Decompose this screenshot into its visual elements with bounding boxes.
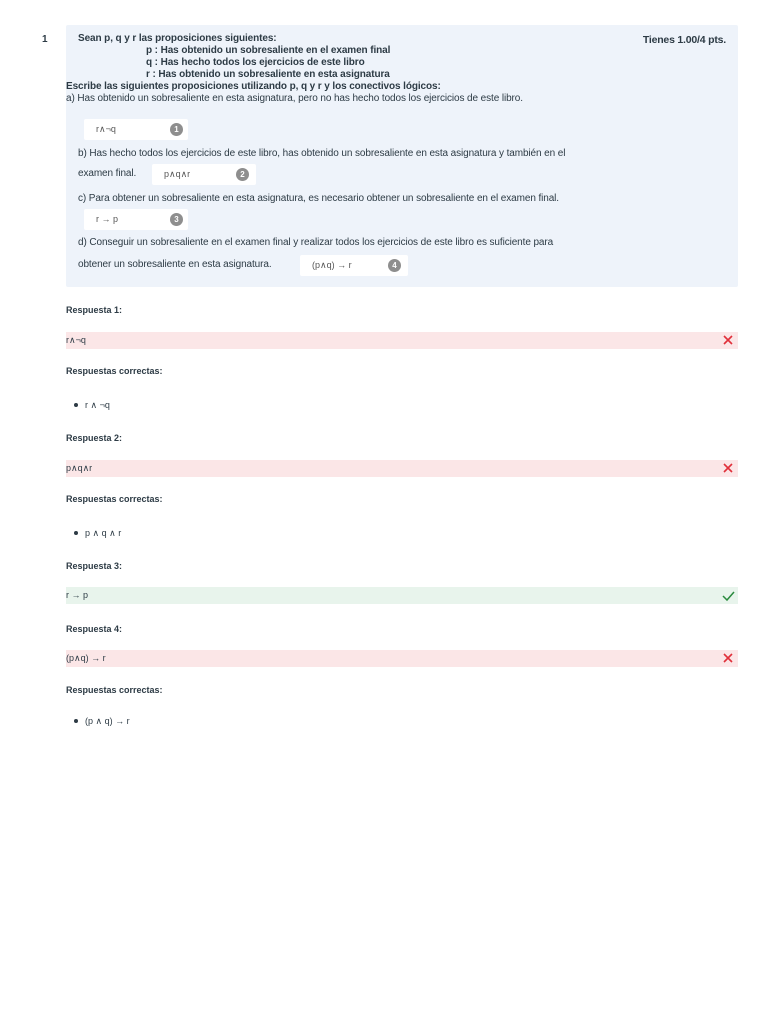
question-box — [66, 25, 738, 287]
result-label-2: Respuesta 2: — [66, 433, 123, 443]
correct-answers-label-4: Respuestas correctas: — [66, 685, 163, 695]
answer-field-1[interactable] — [84, 119, 188, 140]
answer-badge-1: 1 — [170, 123, 183, 136]
result-label-4: Respuesta 4: — [66, 624, 123, 634]
answer-value-3: r → p — [96, 214, 119, 224]
statement-b-line1: b) Has hecho todos los ejercicios de este libro, has obtenido un sobresaliente en esta asignatura y también en el — [78, 148, 566, 159]
answer-field-3[interactable] — [84, 209, 188, 230]
answer-field-4[interactable] — [300, 255, 408, 276]
incorrect-icon — [721, 332, 735, 349]
correct-answers-label-1: Respuestas correctas: — [66, 366, 163, 376]
incorrect-icon — [721, 650, 735, 667]
statement-d-line2: obtener un sobresaliente en esta asignatura. — [78, 259, 272, 270]
correct-answer-2 — [74, 528, 121, 539]
bullet-icon — [74, 531, 78, 535]
result-value-1: r∧¬q — [66, 335, 86, 345]
question-intro: Sean p, q y r las proposiciones siguientes: — [78, 33, 277, 44]
answer-value-2: p∧q∧r — [164, 169, 191, 179]
result-value-2: p∧q∧r — [66, 463, 93, 473]
result-value-4: (p∧q) → r — [66, 653, 106, 663]
statement-c: c) Para obtener un sobresaliente en esta asignatura, es necesario obtener un sobresaliente en el examen final. — [78, 193, 559, 204]
question-number: 1 — [42, 34, 48, 45]
correct-check-icon — [721, 587, 735, 604]
result-bar-3 — [66, 587, 738, 604]
answer-badge-2: 2 — [236, 168, 249, 181]
result-bar-2 — [66, 460, 738, 477]
correct-answer-2-text: p ∧ q ∧ r — [85, 528, 122, 538]
proposition-r: r : Has obtenido un sobresaliente en esta asignatura — [146, 69, 390, 80]
correct-answers-label-2: Respuestas correctas: — [66, 494, 163, 504]
correct-answer-4-text: (p ∧ q) → r — [85, 716, 130, 726]
correct-answer-4 — [74, 716, 130, 727]
statement-b-line2: examen final. — [78, 168, 137, 179]
answer-badge-4: 4 — [388, 259, 401, 272]
bullet-icon — [74, 719, 78, 723]
result-value-3: r → p — [66, 590, 89, 600]
question-instruction: Escribe las siguientes proposiciones utilizando p, q y r y los conectivos lógicos: — [66, 81, 441, 92]
incorrect-icon — [721, 460, 735, 477]
bullet-icon — [74, 403, 78, 407]
statement-a: a) Has obtenido un sobresaliente en esta asignatura, pero no has hecho todos los ejercicios de este libro. — [66, 93, 523, 104]
answer-value-1: r∧¬q — [96, 124, 116, 134]
answer-badge-3: 3 — [170, 213, 183, 226]
result-label-3: Respuesta 3: — [66, 561, 123, 571]
result-bar-1 — [66, 332, 738, 349]
statement-d-line1: d) Conseguir un sobresaliente en el examen final y realizar todos los ejercicios de este libro es suficiente para — [78, 237, 554, 248]
proposition-q: q : Has hecho todos los ejercicios de este libro — [146, 57, 365, 68]
answer-field-2[interactable] — [152, 164, 256, 185]
score-label: Tienes 1.00/4 pts. — [642, 34, 726, 46]
correct-answer-1-text: r ∧ ¬q — [85, 400, 110, 410]
answer-value-4: (p∧q) → r — [312, 260, 352, 270]
result-label-1: Respuesta 1: — [66, 305, 123, 315]
result-bar-4 — [66, 650, 738, 667]
proposition-p: p : Has obtenido un sobresaliente en el examen final — [146, 45, 391, 56]
correct-answer-1 — [74, 400, 110, 411]
